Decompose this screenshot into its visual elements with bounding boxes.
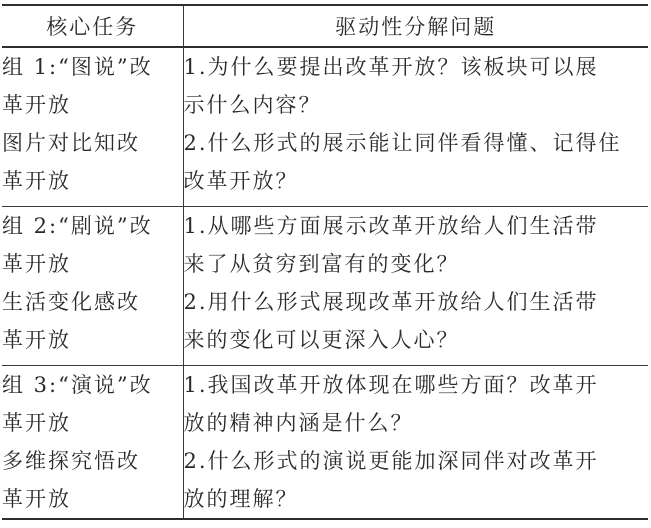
header-driving-questions: 驱动性分解问题 bbox=[183, 5, 648, 47]
table-header-row bbox=[2, 5, 648, 47]
task-line: 革开放 bbox=[2, 93, 71, 117]
question-cell-group-2 bbox=[183, 207, 648, 366]
table-row bbox=[2, 207, 648, 366]
question-line: 2.什么形式的演说更能加深同伴对改革开 bbox=[183, 449, 599, 473]
header-core-task: 核心任务 bbox=[2, 5, 183, 47]
task-line: 组 2:“剧说”改 bbox=[2, 214, 153, 238]
task-line: 生活变化感改 bbox=[2, 290, 140, 314]
question-line: 改革开放？ bbox=[183, 169, 299, 193]
question-line: 1.我国改革开放体现在哪些方面？改革开 bbox=[183, 373, 599, 397]
question-line: 2.什么形式的展示能让同伴看得懂、记得住 bbox=[183, 131, 622, 155]
table-row bbox=[2, 47, 648, 207]
question-line: 来的变化可以更深入人心？ bbox=[183, 328, 460, 352]
task-line: 图片对比知改 bbox=[2, 131, 140, 155]
question-cell-group-3 bbox=[183, 366, 648, 520]
question-line: 2.用什么形式展现改革开放给人们生活带 bbox=[183, 290, 599, 314]
question-cell-group-1 bbox=[183, 47, 648, 207]
task-cell-group-1 bbox=[2, 47, 183, 207]
task-cell-group-2 bbox=[2, 207, 183, 366]
task-line: 革开放 bbox=[2, 411, 71, 435]
question-line: 来了从贫穷到富有的变化？ bbox=[183, 252, 460, 276]
question-line: 1.从哪些方面展示改革开放给人们生活带 bbox=[183, 214, 599, 238]
question-line: 示什么内容？ bbox=[183, 93, 322, 117]
task-cell-group-3 bbox=[2, 366, 183, 520]
table-row bbox=[2, 366, 648, 520]
question-line: 1.为什么要提出改革开放？该板块可以展 bbox=[183, 55, 599, 79]
task-line: 革开放 bbox=[2, 487, 71, 511]
question-line: 放的精神内涵是什么？ bbox=[183, 411, 414, 435]
task-line: 组 1:“图说”改 bbox=[2, 55, 153, 79]
task-line: 革开放 bbox=[2, 169, 71, 193]
task-line: 革开放 bbox=[2, 252, 71, 276]
task-line: 多维探究悟改 bbox=[2, 449, 140, 473]
question-line: 放的理解？ bbox=[183, 487, 299, 511]
task-line: 组 3:“演说”改 bbox=[2, 373, 153, 397]
task-table bbox=[2, 4, 648, 520]
task-line: 革开放 bbox=[2, 328, 71, 352]
